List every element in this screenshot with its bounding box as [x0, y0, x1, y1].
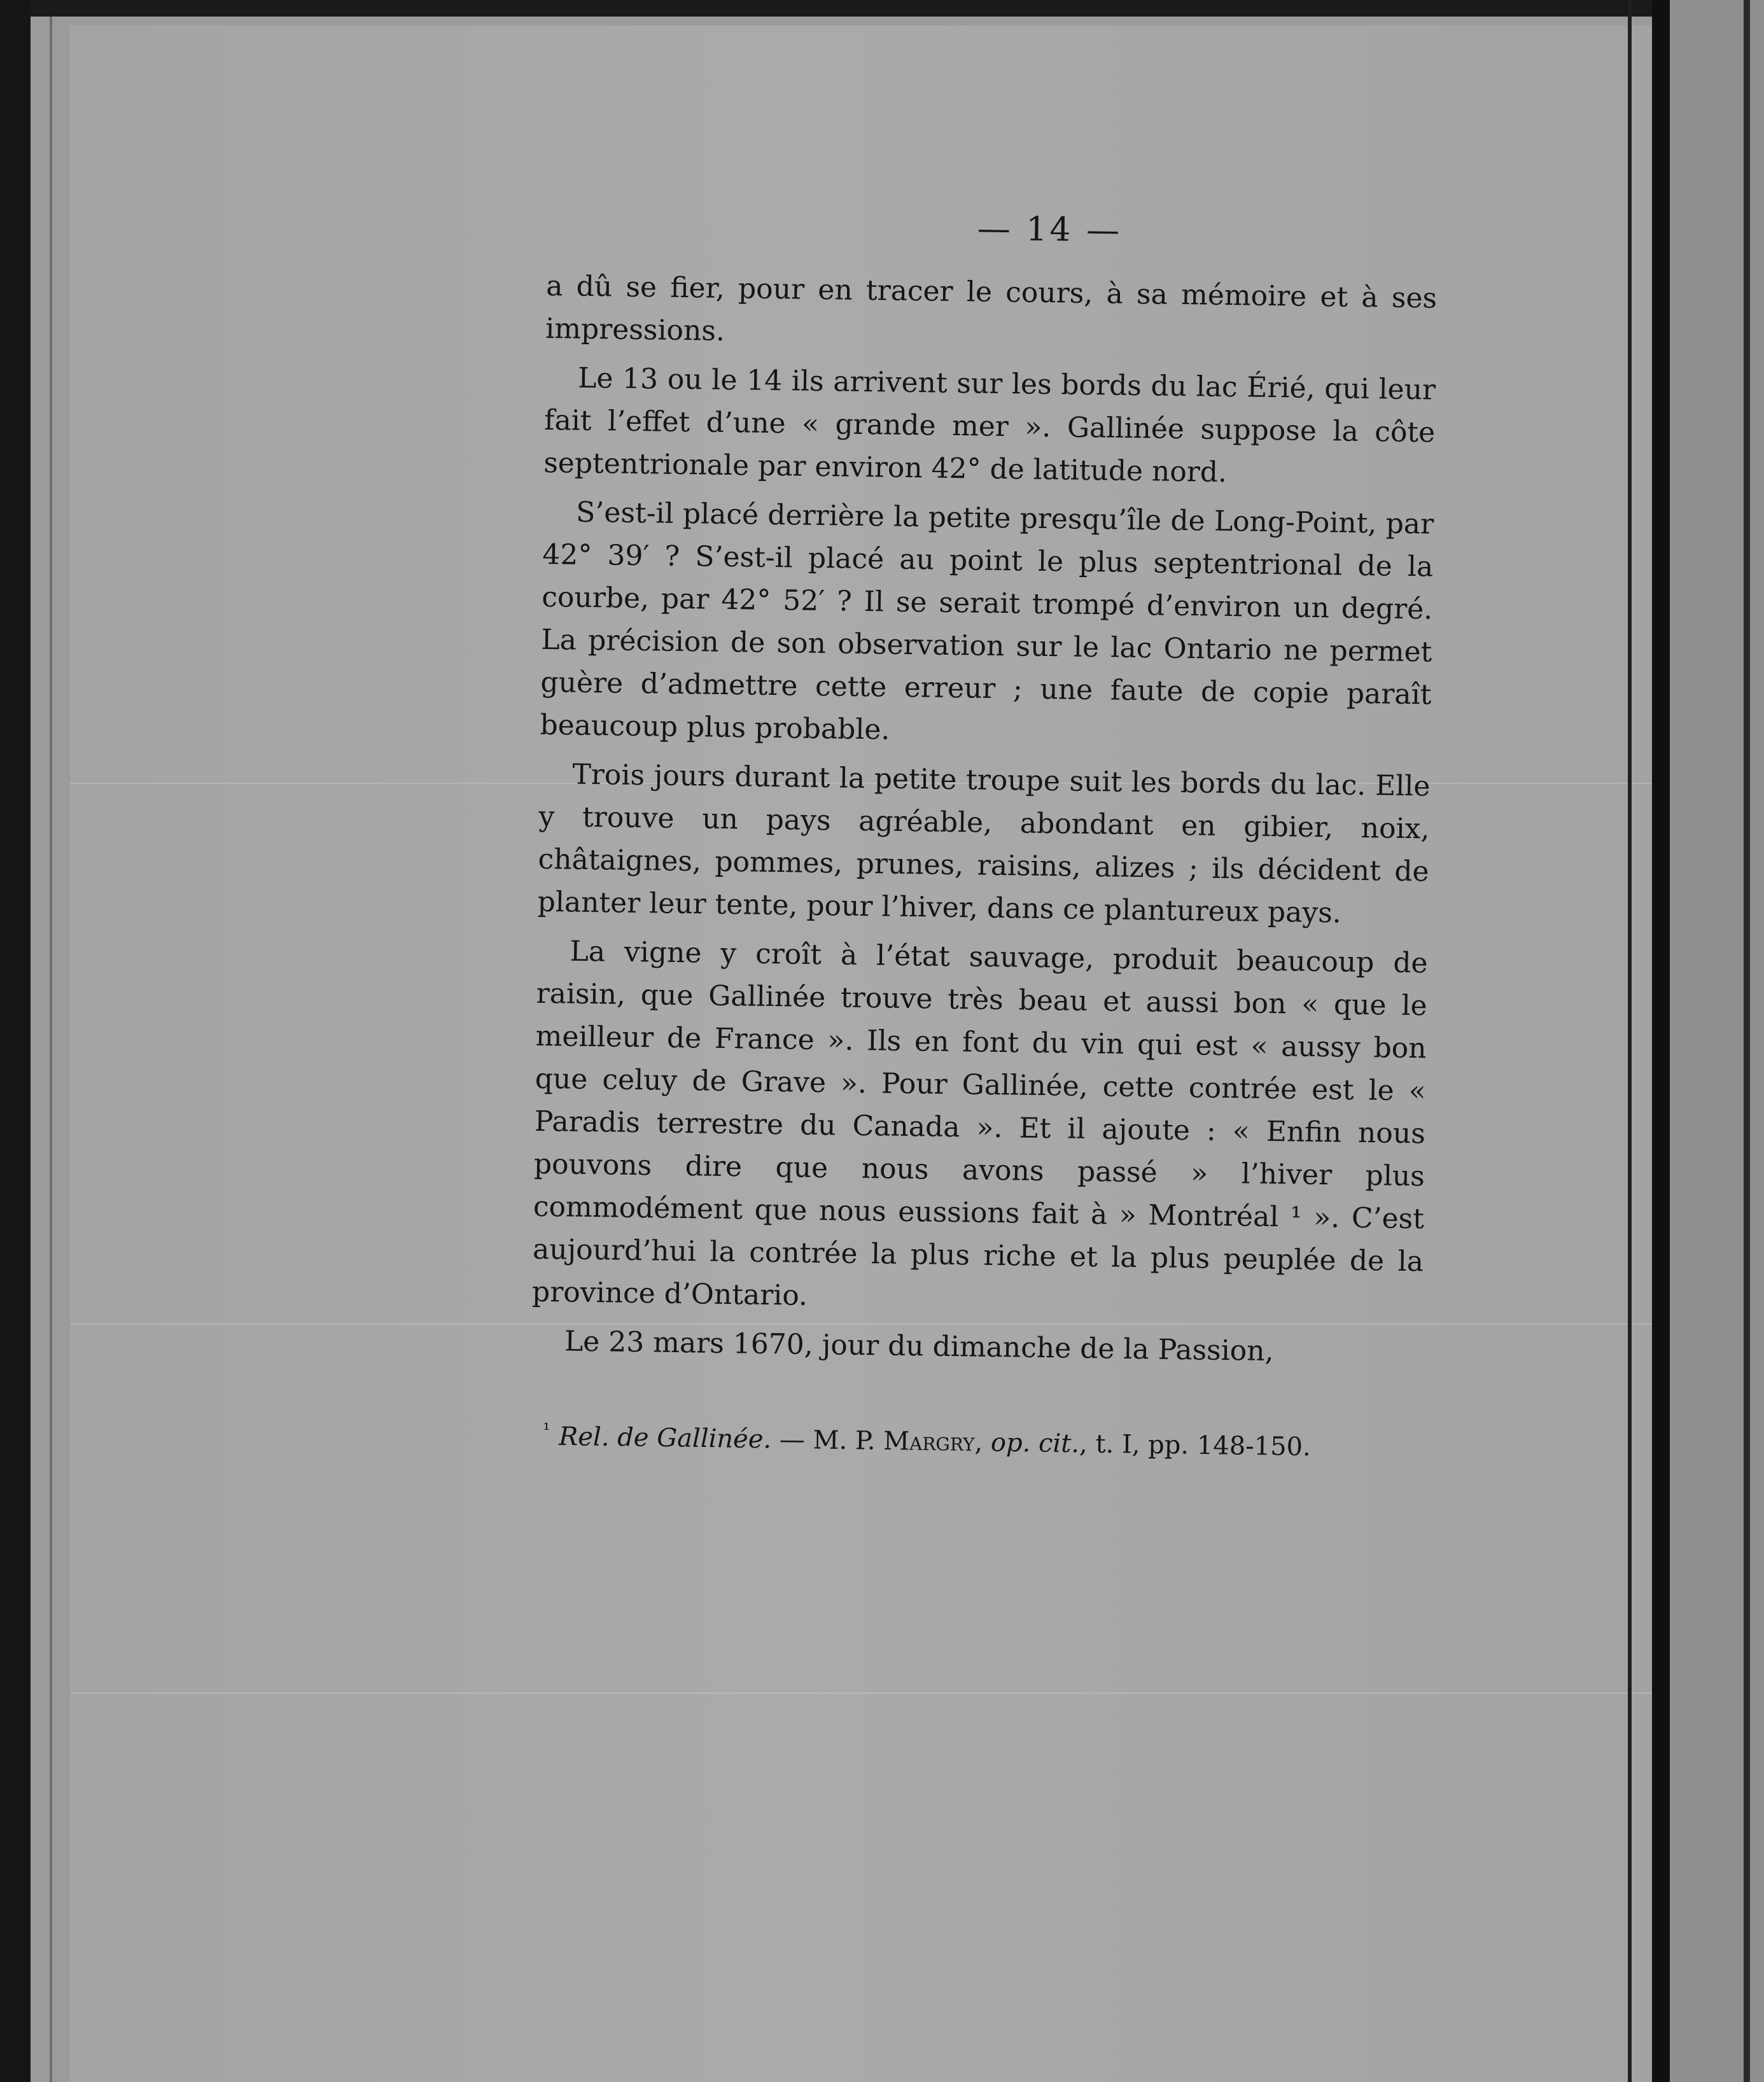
binding-edge [1628, 0, 1632, 2082]
plate-margin-line [50, 17, 52, 2082]
paragraph-1: a dû se fier, pour en tracer le cours, à sa mémoire et à ses impressions. [545, 269, 1438, 347]
book-spine-shadow [1652, 0, 1670, 2082]
footnote-dash: — M. P. [771, 1425, 884, 1456]
paragraph-5: La vigne y croît à l’état sauvage, produit beaucoup de raisin, que Gallinée trouve très beau et aussi bon « que le meilleur de France ». Ils en font du vin qui est « aussy bon que celuy de Grave ». Pour Gallinée, cette contrée est le « Paradis terrestre du Canada ». Et il ajoute : « Enfin nous pouvons dire que nous avons passé » l’hiver plus commodément que nous eussions fait à » Montréal ¹ ». C’est aujourd’hui la contrée la plus riche et la plus peuplée de la province d’Ontario. [531, 935, 1428, 1312]
scan-left-border [0, 0, 31, 2082]
body-text [530, 204, 1438, 1467]
scan-top-border [0, 0, 1764, 17]
footnote-reference: , t. I, pp. 148-150. [1079, 1429, 1312, 1462]
footnote-author: Margry [883, 1426, 975, 1457]
scan-artifact-stripe [70, 1693, 1655, 1694]
paragraph-6: Le 23 mars 1670, jour du dimanche de la Passion, [564, 1325, 1274, 1368]
paragraph-3: S’est-il placé derrière la petite presqu’île de Long-Point, par 42° 39′ ? S’est-il placé au point le plus septentrional de la courbe, par 42° 52′ ? Il se serait trompé d’environ un degré. La précision de son observation sur le lac Ontario ne permet guère d’admettre cette erreur ; une faute de copie paraît beaucoup plus probable. [540, 496, 1434, 746]
footnote-marker: ¹ [542, 1419, 550, 1441]
footnote: $^{^1}$ Rel. de Gallinée. — M. P. Margry, op. cit., t. I, pp. 148-150. [542, 1419, 1312, 1462]
paragraph-4: Trois jours durant la petite troupe suit les bords du lac. Elle y trouve un pays agréable, abondant en gibier, noix, châtaignes, pommes, prunes, raisins, alizes ; ils décident de planter leur tente, pour l’hiver, dans ce plantureux pays. [537, 758, 1431, 930]
facing-page-border [1744, 0, 1750, 2082]
footnote-source: Rel. de Gallinée. [558, 1422, 772, 1455]
page-number: — 14 — [977, 209, 1123, 250]
footnote-op-cit: op. cit. [990, 1428, 1080, 1459]
paragraph-2: Le 13 ou le 14 ils arrivent sur les bords du lac Érié, qui leur fait l’effet d’une « grande mer ». Gallinée suppose la côte septentrionale par environ 42° de latitude nord. [543, 361, 1436, 489]
